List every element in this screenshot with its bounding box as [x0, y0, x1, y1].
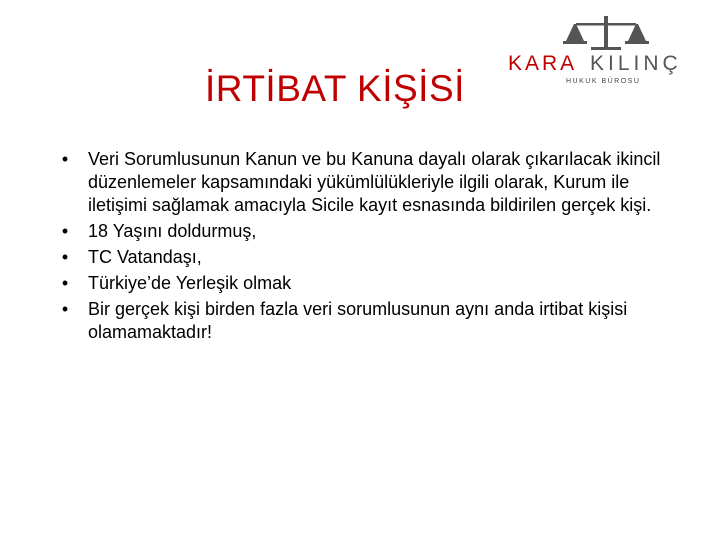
bullet-text: 18 Yaşını doldurmuş,	[88, 221, 257, 241]
bullet-marker: •	[61, 221, 69, 241]
list-item	[58, 272, 668, 295]
bullet-text: Türkiye’de Yerleşik olmak	[88, 273, 292, 293]
logo-brand-first: KARA	[508, 52, 578, 75]
scales-icon	[563, 16, 649, 50]
bullet-marker: •	[61, 149, 69, 169]
bullet-text: Bir gerçek kişi birden fazla veri sorumlusunun aynı anda irtibat kişisi olamamaktadır!	[88, 299, 628, 342]
slide-title: İRTİBAT KİŞİSİ	[205, 68, 465, 109]
list-item	[58, 246, 668, 269]
logo-subtitle: HUKUK BÜROSU	[566, 78, 641, 85]
bullet-text: Veri Sorumlusunun Kanun ve bu Kanuna dayalı olarak çıkarılacak ikincil düzenlemeler kapsamındaki yükümlülükleriyle ilgili olarak, Kurum ile iletişimi sağlamak amacıyla Sicile kayıt esnasında bildirilen gerçek kişi.	[88, 149, 661, 215]
list-item	[58, 298, 668, 344]
bullet-list	[58, 148, 668, 347]
bullet-text: TC Vatandaşı,	[88, 247, 202, 267]
bullet-marker: •	[61, 247, 69, 267]
list-item	[58, 148, 668, 217]
logo-brand-second: KILINÇ	[590, 52, 682, 75]
list-item	[58, 220, 668, 243]
bullet-marker: •	[61, 273, 69, 293]
bullet-marker: •	[61, 299, 69, 319]
kara-kilinc-logo	[506, 14, 706, 90]
